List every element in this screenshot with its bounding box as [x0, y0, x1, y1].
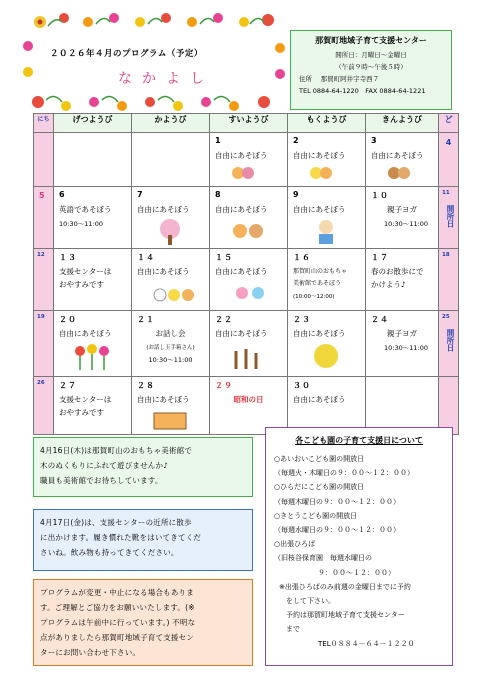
week-row	[34, 187, 459, 249]
day-number: １４	[137, 253, 155, 262]
butterfly-icon	[228, 279, 272, 307]
day-cell	[54, 249, 132, 311]
event-time: (10:00～12:00)	[293, 294, 335, 300]
notice-line: 4月17日(金)は、支援センターの近所に散歩	[40, 518, 192, 527]
panel-line: ○ひらだにこども園の開放日	[274, 483, 365, 492]
flower-icon	[23, 13, 285, 111]
header-thursday: もくようび	[288, 114, 366, 133]
day-event: 自由にあそぼう	[137, 267, 190, 276]
day-number: 1	[215, 136, 222, 145]
day-cell	[288, 377, 366, 435]
tulip-icon	[72, 341, 112, 371]
day-cell	[54, 133, 132, 187]
event-time: 10:30～11:00	[148, 356, 193, 364]
day-cell	[366, 133, 439, 187]
sunday-cell	[34, 377, 54, 435]
day-number: 6	[59, 190, 66, 199]
open-day-label: 開所日	[446, 329, 455, 352]
day-event: 自由にあそぼう	[137, 395, 190, 404]
saturday-cell	[439, 249, 459, 311]
day-cell	[210, 249, 288, 311]
panel-line: ○きとうこども園の開放日	[274, 511, 358, 520]
day-event-line2: かけよう♪	[371, 280, 406, 289]
day-cell	[288, 187, 366, 249]
day-event: 親子ヨガ	[387, 329, 417, 338]
day-number: ２９	[215, 381, 233, 390]
day-event: 自由にあそぼう	[293, 395, 346, 404]
day-number: １０	[371, 191, 389, 200]
day-number: ２０	[59, 315, 77, 324]
day-cell	[366, 377, 439, 435]
open-hours: （午前９時～午後５時）	[335, 63, 407, 71]
panel-line: （毎週水曜日の９：００～１２：００）	[274, 526, 400, 535]
day-number: ２７	[59, 381, 77, 390]
day-number: １７	[371, 253, 389, 262]
animals-icon	[228, 217, 268, 245]
day-cell	[54, 187, 132, 249]
day-cell	[366, 311, 439, 377]
day-event: 自由にあそぼう	[293, 329, 346, 338]
day-event: 自由にあそぼう	[293, 151, 346, 160]
day-number: 3	[371, 136, 378, 145]
day-event-line2: 美術館であそぼう	[293, 280, 342, 287]
panel-line: （毎週木曜日の９：００～１２：００）	[274, 497, 400, 506]
chicks-icon	[150, 279, 198, 307]
panel-line: （毎週火・木曜日の９：００～１２：００）	[274, 469, 414, 478]
sunday-number: 12	[37, 252, 45, 258]
day-cell	[54, 311, 132, 377]
notice-museum	[33, 437, 253, 497]
event-time: 10:30～11:00	[384, 344, 428, 352]
child-picnic-icon	[306, 217, 346, 247]
day-cell	[366, 187, 439, 249]
sunday-cell	[34, 133, 54, 187]
panel-line: ○あいおいこども園の開放日	[274, 455, 365, 463]
day-number: ２２	[215, 315, 233, 324]
week-row	[34, 133, 459, 187]
event-host: (お話し玉手箱さん)	[146, 345, 195, 351]
day-event: お話し会	[155, 329, 186, 338]
week-row	[34, 249, 459, 311]
notice-line: 4月16日(木)は那賀町山のおもちゃ美術館で	[40, 446, 193, 455]
day-cell	[210, 377, 288, 435]
day-event: 自由にあそぼう	[215, 205, 268, 214]
day-cell	[366, 249, 439, 311]
panel-title: 各こども園の子育て支援日について	[295, 436, 423, 445]
day-event-line2: おやすみです	[59, 280, 104, 289]
event-time: 10:30～11:00	[384, 220, 428, 228]
notice-line: ターにお問い合わせ下さい。	[40, 648, 141, 657]
holiday-name: 昭和の日	[233, 395, 264, 404]
day-event: 自由にあそぼう	[293, 205, 346, 214]
header-saturday: ど	[439, 114, 459, 133]
saturday-cell	[439, 133, 459, 187]
notice-line: 職員も美術館でお待ちしています。	[40, 476, 163, 485]
day-event: 自由にあそぼう	[215, 267, 268, 276]
event-time: 10:30～11:00	[59, 220, 103, 228]
panel-phone: TEL０８８４－６４－１２２０	[318, 639, 415, 648]
panel-line: ※出張ひろばのみ前週の金曜日までに予約	[279, 582, 411, 591]
sunday-number: 26	[37, 380, 45, 386]
day-event: 春のお散歩にで	[371, 267, 424, 276]
address: 住所 那賀町阿井字寺西７	[299, 75, 380, 83]
saturday-number: 11	[442, 190, 450, 196]
calendar-header-row	[34, 114, 459, 133]
saturday-cell	[439, 311, 459, 377]
day-event: 那賀町山のおもちゃ	[293, 268, 348, 275]
week-row	[34, 377, 459, 435]
header-tuesday: かようび	[132, 114, 210, 133]
day-event: 自由にあそぼう	[137, 205, 190, 214]
notice-line: 点がありましたら那賀町地域子育て支援セン	[40, 633, 194, 642]
day-cell	[288, 249, 366, 311]
day-cell	[132, 377, 210, 435]
day-event-line2: おやすみです	[59, 408, 104, 417]
day-number: 2	[293, 136, 300, 145]
saturday-number: 25	[442, 314, 450, 320]
day-number: ２８	[137, 381, 155, 390]
header-monday: げつようび	[54, 114, 132, 133]
calendar-table	[33, 113, 459, 435]
day-cell	[132, 187, 210, 249]
open-days: 開所日：月曜日～金曜日	[335, 51, 407, 59]
day-number: ３０	[293, 381, 311, 390]
day-event: 自由にあそぼう	[59, 329, 112, 338]
day-event: 英語であそぼう	[59, 205, 112, 214]
page-title: ２０２６年４月のプログラム（予定）	[50, 49, 203, 59]
day-event: 親子ヨガ	[387, 205, 417, 214]
bear-icon	[384, 163, 412, 181]
notice-line: プログラムが変更・中止になる場合もありま	[40, 588, 194, 597]
flower-border-decoration	[18, 8, 288, 112]
panel-line: ○出張ひろば	[274, 540, 316, 549]
bento-icon	[150, 407, 190, 433]
notice-line: プログラムは午前中に行っています。) 不明な	[40, 618, 196, 627]
panel-line: 予約は那賀町地域子育て支援センター	[286, 611, 405, 620]
header-friday: きんようび	[366, 114, 439, 133]
notice-line: す。ご理解とご協力をお願いいたします。(※	[40, 603, 195, 612]
day-event: 自由にあそぼう	[215, 329, 268, 338]
panel-line: （旧桜谷保育園 毎週水曜日の	[274, 554, 372, 563]
sunday-cell	[34, 187, 54, 249]
sunday-cell	[34, 311, 54, 377]
day-cell	[132, 311, 210, 377]
horsetail-icon	[228, 341, 268, 371]
day-number: 9	[293, 190, 300, 199]
phone-fax: TEL 0884-64-1220 FAX 0884-64-1221	[299, 87, 426, 95]
day-event: 自由にあそぼう	[371, 151, 424, 160]
day-number: １５	[215, 253, 233, 262]
day-cell	[210, 187, 288, 249]
day-cell	[132, 133, 210, 187]
center-name: 那賀町地域子育て支援センター	[315, 36, 427, 45]
notice-line: に出かけます。履き慣れた靴をはいてきてくだ	[40, 533, 202, 542]
kodomoen-support-panel	[265, 427, 453, 666]
sunday-number: 19	[37, 314, 45, 320]
header-sunday: にち	[34, 114, 54, 133]
day-cell	[132, 249, 210, 311]
saturday-cell	[439, 377, 459, 435]
cat-icon	[228, 163, 256, 181]
day-event: 自由にあそぼう	[215, 151, 268, 160]
group-name: なかよし	[118, 71, 214, 87]
day-cell	[288, 311, 366, 377]
day-cell	[210, 133, 288, 187]
panel-line: をして下さい。	[286, 597, 335, 606]
header-wednesday: すいようび	[210, 114, 288, 133]
day-number: １３	[59, 253, 77, 262]
character-icon	[306, 341, 346, 371]
day-event: 支援センターは	[59, 267, 112, 276]
notice-line: 木のぬくもりにふれて遊びませんか♪	[40, 461, 169, 470]
open-day-label: 開所日	[446, 205, 455, 228]
panel-line: まで	[286, 625, 300, 634]
day-cell	[288, 133, 366, 187]
notice-line: さいね。飲み物も持ってきてください。	[40, 548, 179, 557]
chick-icon	[306, 163, 334, 181]
center-info-box	[290, 30, 452, 110]
sunday-cell	[34, 249, 54, 311]
notice-walk	[33, 509, 253, 571]
week-row	[34, 311, 459, 377]
day-number: ２３	[293, 315, 311, 324]
panel-line: ９：００～１２：００）	[318, 568, 395, 577]
saturday-cell	[439, 187, 459, 249]
day-cell	[210, 311, 288, 377]
saturday-number: 4	[445, 138, 452, 147]
sunday-number: 5	[39, 191, 45, 200]
cherry-blossom-icon	[150, 217, 190, 247]
day-number: １６	[293, 253, 311, 262]
day-number: 8	[215, 190, 222, 199]
notice-program-change	[33, 579, 253, 666]
day-number: ２４	[371, 315, 389, 324]
day-cell	[54, 377, 132, 435]
saturday-number: 18	[442, 252, 450, 258]
day-number: ２１	[137, 315, 155, 324]
day-number: 7	[137, 190, 144, 199]
day-event: 支援センターは	[59, 395, 112, 404]
